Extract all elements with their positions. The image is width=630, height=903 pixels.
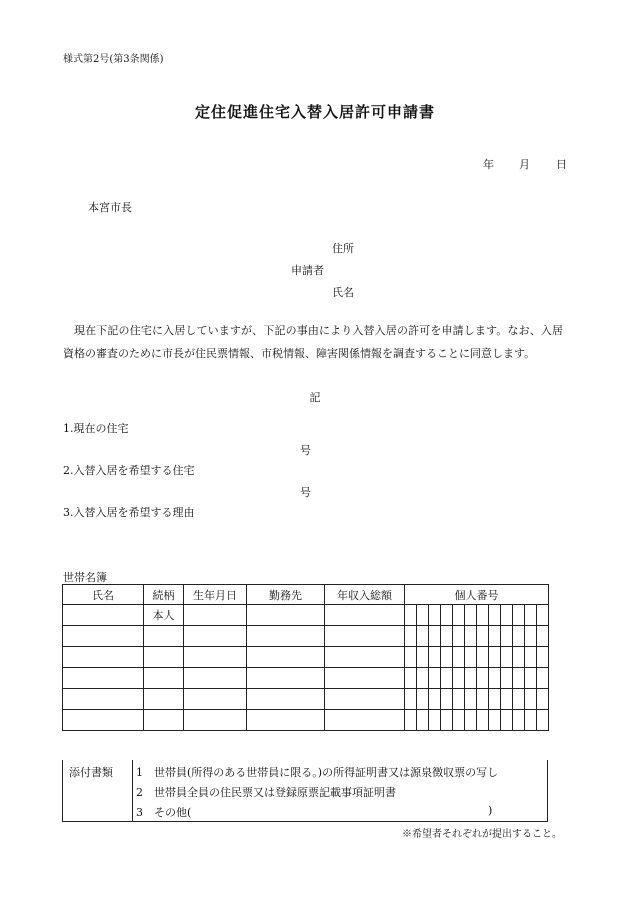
individual-number-digit-cell[interactable] — [441, 605, 453, 626]
cell-annual-income[interactable] — [325, 710, 405, 731]
individual-number-digit-cell[interactable] — [489, 605, 501, 626]
date-year-label: 年 — [483, 158, 494, 171]
individual-number-digit-cell[interactable] — [477, 626, 489, 647]
attachment-line-3 — [136, 804, 191, 820]
cell-name[interactable] — [63, 626, 144, 647]
individual-number-digit-cell[interactable] — [525, 689, 537, 710]
individual-number-digit-cell[interactable] — [537, 605, 549, 626]
individual-number-digit-cell[interactable] — [513, 647, 525, 668]
name-label: 氏名 — [332, 286, 354, 299]
individual-number-digit-cell[interactable] — [525, 647, 537, 668]
item-current-housing: 1.現在の住宅 — [63, 422, 129, 435]
individual-number-digit-cell[interactable] — [525, 605, 537, 626]
header-workplace: 勤務先 — [247, 585, 325, 605]
applicant-label: 申請者 — [291, 264, 324, 277]
individual-number-digit-cell[interactable] — [501, 626, 513, 647]
cell-annual-income[interactable] — [325, 626, 405, 647]
cell-workplace[interactable] — [247, 710, 325, 731]
date-month-label: 月 — [519, 158, 530, 171]
cell-relationship[interactable] — [144, 626, 184, 647]
attachment-line-1 — [136, 764, 498, 780]
individual-number-digit-cell[interactable] — [489, 689, 501, 710]
individual-number-digit-cell[interactable] — [441, 710, 453, 731]
individual-number-digit-cell[interactable] — [417, 668, 429, 689]
cell-workplace[interactable] — [247, 689, 325, 710]
cell-annual-income[interactable] — [325, 647, 405, 668]
application-statement-text: 現在下記の住宅に入居していますが、下記の事由により入替入居の許可を申請します。なお、入居資格の審査のために市長が住民票情報、市税情報、障害関係情報を調査することに同意します。 — [63, 324, 563, 360]
attachment-other-close: ) — [488, 804, 493, 817]
individual-number-digit-cell[interactable] — [453, 710, 465, 731]
individual-number-digit-cell[interactable] — [525, 626, 537, 647]
individual-number-digit-cell[interactable] — [465, 626, 477, 647]
attachment-number: 3 — [136, 806, 143, 819]
cell-workplace[interactable] — [247, 605, 325, 626]
attachment-text: 世帯員全員の住民票又は登録原票記載事項証明書 — [154, 786, 396, 799]
table-row — [63, 647, 549, 668]
cell-relationship[interactable] — [144, 710, 184, 731]
attachment-line-2 — [136, 784, 396, 800]
table-row — [63, 689, 549, 710]
individual-number-digit-cell[interactable] — [441, 647, 453, 668]
individual-number-digit-cell[interactable] — [441, 668, 453, 689]
individual-number-digit-cell[interactable] — [501, 647, 513, 668]
individual-number-digit-cell[interactable] — [501, 668, 513, 689]
attachments-box — [62, 760, 548, 822]
individual-number-digit-cell[interactable] — [417, 710, 429, 731]
individual-number-digit-cell[interactable] — [429, 605, 441, 626]
individual-number-digit-cell[interactable] — [453, 626, 465, 647]
individual-number-digit-cell[interactable] — [429, 626, 441, 647]
cell-workplace[interactable] — [247, 668, 325, 689]
cell-relationship[interactable] — [144, 668, 184, 689]
individual-number-digit-cell[interactable] — [525, 668, 537, 689]
cell-birthdate[interactable] — [184, 605, 247, 626]
attachments-divider — [132, 760, 133, 821]
individual-number-digit-cell[interactable] — [477, 668, 489, 689]
individual-number-digit-cell[interactable] — [429, 668, 441, 689]
cell-workplace[interactable] — [247, 647, 325, 668]
individual-number-digit-cell[interactable] — [489, 626, 501, 647]
cell-name[interactable] — [63, 710, 144, 731]
individual-number-digit-cell[interactable] — [417, 689, 429, 710]
individual-number-digit-cell[interactable] — [417, 605, 429, 626]
cell-birthdate[interactable] — [184, 626, 247, 647]
cell-birthdate[interactable] — [184, 710, 247, 731]
individual-number-digit-cell[interactable] — [501, 710, 513, 731]
individual-number-digit-cell[interactable] — [417, 647, 429, 668]
cell-name[interactable] — [63, 647, 144, 668]
cell-birthdate[interactable] — [184, 647, 247, 668]
cell-workplace[interactable] — [247, 626, 325, 647]
attachment-number: 1 — [136, 766, 143, 779]
submission-note: ※希望者それぞれが提出すること。 — [402, 829, 562, 840]
individual-number-digit-cell[interactable] — [537, 689, 549, 710]
form-number: 様式第2号(第3条関係) — [63, 54, 164, 65]
individual-number-digit-cell[interactable] — [489, 647, 501, 668]
individual-number-digit-cell[interactable] — [513, 626, 525, 647]
application-statement — [63, 319, 563, 365]
attachment-number: 2 — [136, 786, 143, 799]
individual-number-digit-cell[interactable] — [405, 626, 417, 647]
individual-number-digit-cell[interactable] — [429, 710, 441, 731]
individual-number-digit-cell[interactable] — [429, 689, 441, 710]
household-register-label: 世帯名簿 — [63, 571, 107, 584]
header-annual-income: 年収入総額 — [325, 585, 405, 605]
individual-number-digit-cell[interactable] — [465, 689, 477, 710]
individual-number-digit-cell[interactable] — [453, 605, 465, 626]
individual-number-digit-cell[interactable] — [453, 668, 465, 689]
cell-annual-income[interactable] — [325, 605, 405, 626]
cell-annual-income[interactable] — [325, 668, 405, 689]
individual-number-digit-cell[interactable] — [453, 647, 465, 668]
document-title: 定住促進住宅入替入居許可申請書 — [194, 103, 435, 121]
individual-number-digit-cell[interactable] — [513, 689, 525, 710]
individual-number-digit-cell[interactable] — [477, 647, 489, 668]
cell-name[interactable] — [63, 689, 144, 710]
individual-number-digit-cell[interactable] — [513, 668, 525, 689]
individual-number-digit-cell[interactable] — [537, 710, 549, 731]
individual-number-digit-cell[interactable] — [489, 668, 501, 689]
individual-number-digit-cell[interactable] — [513, 605, 525, 626]
cell-annual-income[interactable] — [325, 689, 405, 710]
individual-number-digit-cell[interactable] — [501, 689, 513, 710]
individual-number-digit-cell[interactable] — [465, 710, 477, 731]
item-reason: 3.入替入居を希望する理由 — [63, 506, 195, 519]
individual-number-digit-cell[interactable] — [465, 647, 477, 668]
individual-number-digit-cell[interactable] — [513, 710, 525, 731]
individual-number-digit-cell[interactable] — [477, 605, 489, 626]
cell-relationship[interactable] — [144, 647, 184, 668]
table-row — [63, 626, 549, 647]
individual-number-digit-cell[interactable] — [525, 710, 537, 731]
individual-number-digit-cell[interactable] — [441, 626, 453, 647]
cell-name[interactable] — [63, 668, 144, 689]
individual-number-digit-cell[interactable] — [405, 689, 417, 710]
table-row — [63, 668, 549, 689]
table-row — [63, 605, 549, 626]
individual-number-digit-cell[interactable] — [537, 668, 549, 689]
individual-number-digit-cell[interactable] — [405, 710, 417, 731]
date-day-label: 日 — [556, 158, 567, 171]
individual-number-digit-cell[interactable] — [405, 647, 417, 668]
individual-number-digit-cell[interactable] — [429, 647, 441, 668]
individual-number-digit-cell[interactable] — [489, 710, 501, 731]
individual-number-digit-cell[interactable] — [453, 689, 465, 710]
individual-number-digit-cell[interactable] — [465, 668, 477, 689]
cell-birthdate[interactable] — [184, 668, 247, 689]
header-relationship: 続柄 — [144, 585, 184, 605]
attachment-text: その他( — [154, 806, 192, 819]
cell-relationship[interactable] — [144, 689, 184, 710]
current-room-number-label: 号 — [300, 444, 311, 457]
address-label: 住所 — [332, 242, 354, 255]
individual-number-digit-cell[interactable] — [405, 668, 417, 689]
individual-number-digit-cell[interactable] — [477, 710, 489, 731]
ki-heading: 記 — [309, 391, 321, 404]
individual-number-digit-cell[interactable] — [477, 689, 489, 710]
individual-number-digit-cell[interactable] — [501, 605, 513, 626]
individual-number-digit-cell[interactable] — [417, 626, 429, 647]
table-header-row — [63, 585, 549, 605]
desired-room-number-label: 号 — [300, 486, 311, 499]
household-register-table — [62, 584, 549, 731]
individual-number-digit-cell[interactable] — [465, 605, 477, 626]
cell-relationship[interactable]: 本人 — [144, 605, 184, 626]
cell-name[interactable] — [63, 605, 144, 626]
table-row — [63, 710, 549, 731]
individual-number-digit-cell[interactable] — [537, 626, 549, 647]
header-individual-number: 個人番号 — [405, 585, 549, 605]
attachment-text: 世帯員(所得のある世帯員に限る。)の所得証明書又は源泉徴収票の写し — [154, 766, 499, 779]
addressee: 本宮市長 — [88, 201, 132, 214]
item-desired-housing: 2.入替入居を希望する住宅 — [63, 464, 195, 477]
header-name: 氏名 — [63, 585, 144, 605]
cell-birthdate[interactable] — [184, 689, 247, 710]
attachments-label: 添付書類 — [69, 766, 113, 779]
individual-number-digit-cell[interactable] — [441, 689, 453, 710]
individual-number-digit-cell[interactable] — [405, 605, 417, 626]
header-birthdate: 生年月日 — [184, 585, 247, 605]
individual-number-digit-cell[interactable] — [537, 647, 549, 668]
